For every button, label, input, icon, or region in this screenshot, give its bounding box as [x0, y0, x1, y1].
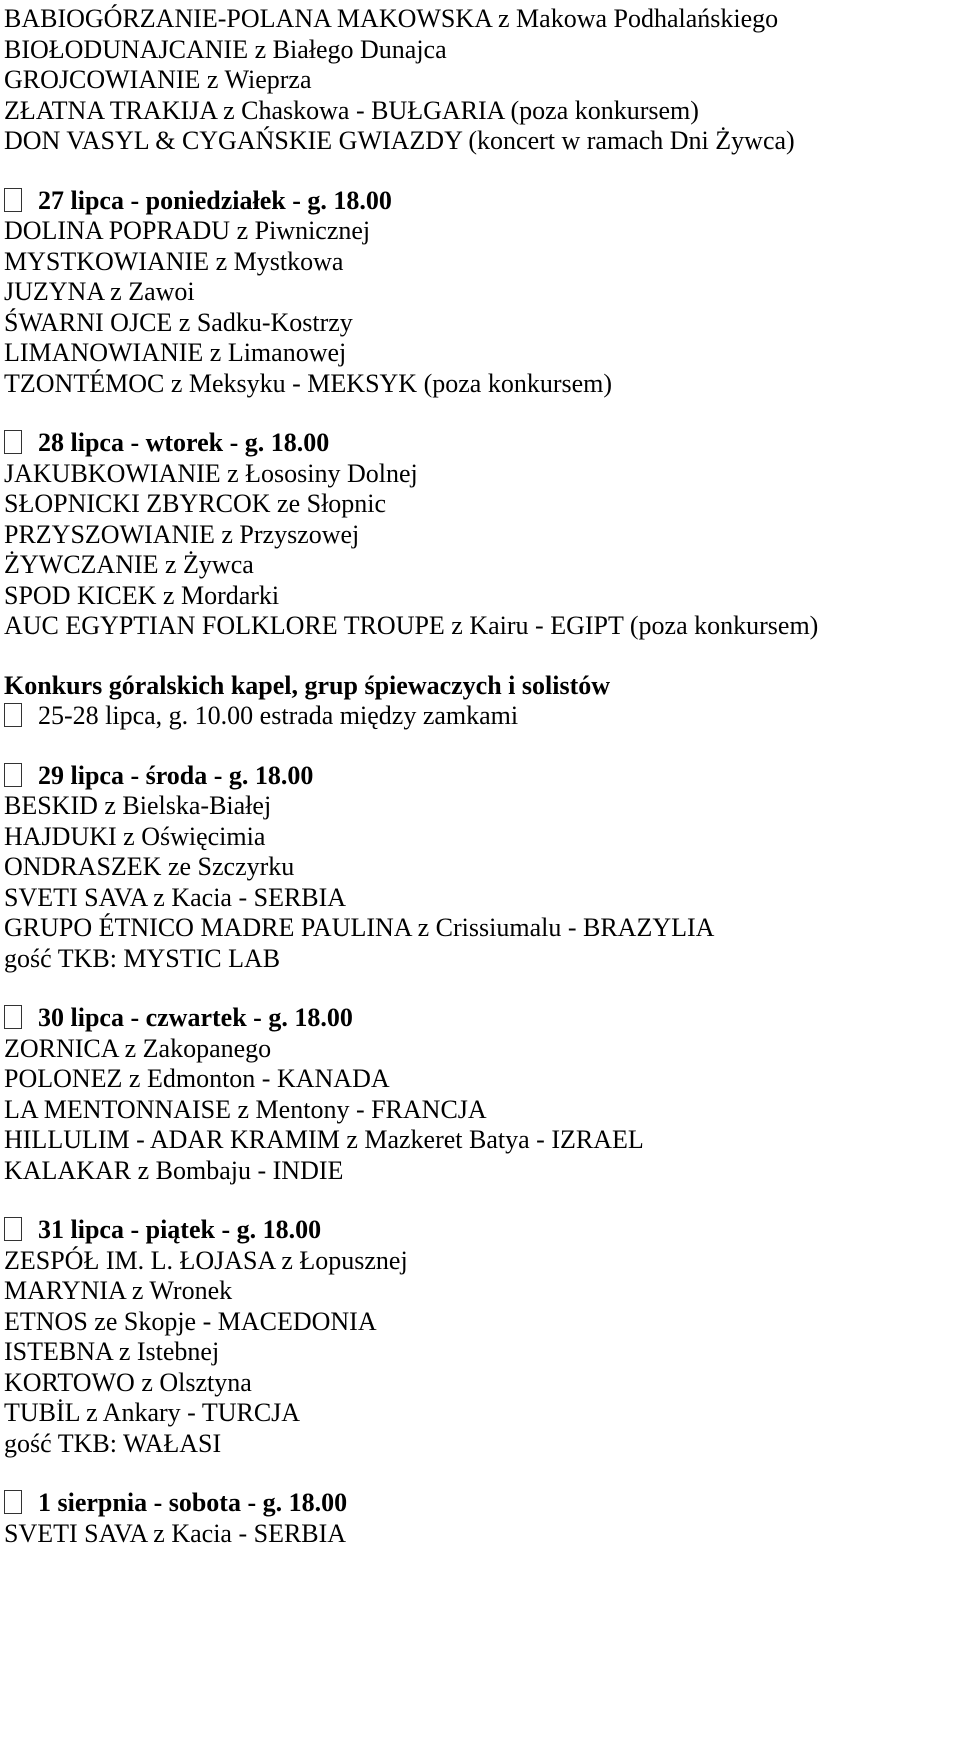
- day-heading: [4, 428, 956, 459]
- day-schedule-28-july: [4, 428, 956, 642]
- day-date-text: 27 lipca - poniedziałek - g. 18.00: [38, 185, 392, 215]
- missing-glyph-bullet-icon: [4, 763, 22, 787]
- ensemble-entry: POLONEZ z Edmonton - KANADA: [4, 1064, 390, 1093]
- missing-glyph-bullet-icon: [4, 430, 22, 454]
- missing-glyph-bullet-icon: [4, 1217, 22, 1241]
- ensemble-entry: gość TKB: MYSTIC LAB: [4, 943, 281, 973]
- ensemble-entry: DOLINA POPRADU z Piwnicznej: [4, 216, 371, 245]
- day-heading: [4, 761, 956, 792]
- missing-glyph-bullet-icon: [4, 703, 22, 727]
- ensemble-entry: LA MENTONNAISE z Mentony - FRANCJA: [4, 1094, 487, 1124]
- ensemble-entry: ONDRASZEK ze Szczyrku: [4, 852, 295, 881]
- day-schedule-31-july: [4, 1215, 956, 1459]
- day-heading: [4, 1003, 956, 1034]
- day-schedule-27-july: [4, 186, 956, 400]
- day-heading: [4, 1215, 956, 1246]
- ensemble-entry: PRZYSZOWIANIE z Przyszowej: [4, 519, 360, 549]
- day-date-text: 31 lipca - piątek - g. 18.00: [38, 1215, 322, 1244]
- ensemble-entry: gość TKB: WAŁASI: [4, 1428, 222, 1458]
- ensemble-entry: TZONTÉMOC z Meksyku - MEKSYK (poza konkursem): [4, 368, 613, 398]
- ensemble-entry: SŁOPNICKI ZBYRCOK ze Słopnic: [4, 489, 387, 518]
- ensemble-list: [4, 4, 956, 157]
- ensemble-entry: AUC EGYPTIAN FOLKLORE TROUPE z Kairu - EGIPT (poza konkursem): [4, 611, 819, 640]
- ensemble-entry: ŻYWCZANIE z Żywca: [4, 550, 254, 579]
- ensemble-entry: SVETI SAVA z Kacia - SERBIA: [4, 1518, 347, 1548]
- ensemble-entry: MARYNIA z Wronek: [4, 1276, 233, 1305]
- day-date-text: 30 lipca - czwartek - g. 18.00: [38, 1003, 353, 1032]
- ensemble-entry: HILLULIM - ADAR KRAMIM z Mazkeret Batya - IZRAEL: [4, 1125, 644, 1154]
- ensemble-entry: JAKUBKOWIANIE z Łososiny Dolnej: [4, 458, 418, 488]
- ensemble-entry: SVETI SAVA z Kacia - SERBIA: [4, 882, 347, 912]
- day-date-text: 29 lipca - środa - g. 18.00: [38, 760, 314, 790]
- missing-glyph-bullet-icon: [4, 1005, 22, 1029]
- mountain-competition: [4, 671, 956, 732]
- ensemble-entry: ETNOS ze Skopje - MACEDONIA: [4, 1306, 377, 1336]
- ensemble-entry: MYSTKOWIANIE z Mystkowa: [4, 246, 344, 276]
- ensemble-entry: HAJDUKI z Oświęcimia: [4, 821, 266, 851]
- competition-detail-text: 25-28 lipca, g. 10.00 estrada między zamkami: [38, 701, 519, 730]
- competition-heading: Konkurs góralskich kapel, grup śpiewaczych i solistów: [4, 670, 611, 700]
- missing-glyph-bullet-icon: [4, 1490, 22, 1514]
- ensemble-entry: GRUPO ÉTNICO MADRE PAULINA z Crissiumalu - BRAZYLIA: [4, 913, 715, 942]
- ensemble-entry: GROJCOWIANIE z Wieprza: [4, 65, 312, 94]
- ensemble-entry: ŚWARNI OJCE z Sadku-Kostrzy: [4, 307, 353, 337]
- competition-detail: [4, 701, 956, 732]
- day-heading: [4, 1488, 956, 1519]
- ensemble-entry: KALAKAR z Bombaju - INDIE: [4, 1155, 344, 1185]
- day-schedule-29-july: [4, 761, 956, 975]
- ensemble-entry: ZŁATNA TRAKIJA z Chaskowa - BUŁGARIA (poza konkursem): [4, 95, 699, 125]
- ensemble-entry: TUBİL z Ankary - TURCJA: [4, 1398, 301, 1427]
- day-heading: [4, 186, 956, 217]
- ensemble-entry: JUZYNA z Zawoi: [4, 277, 195, 306]
- ensemble-entry: LIMANOWIANIE z Limanowej: [4, 338, 347, 367]
- ensemble-entry: BIOŁODUNAJCANIE z Białego Dunajca: [4, 34, 447, 64]
- day-date-text: 1 sierpnia - sobota - g. 18.00: [38, 1488, 348, 1517]
- day-date-text: 28 lipca - wtorek - g. 18.00: [38, 428, 330, 457]
- ensemble-entry: KORTOWO z Olsztyna: [4, 1367, 252, 1397]
- ensemble-entry: DON VASYL & CYGAŃSKIE GWIAZDY (koncert w ramach Dni Żywca): [4, 126, 795, 155]
- ensemble-entry: BABIOGÓRZANIE-POLANA MAKOWSKA z Makowa Podhalańskiego: [4, 4, 779, 33]
- day-schedule-1-august: [4, 1488, 956, 1549]
- day-schedule-30-july: [4, 1003, 956, 1186]
- ensemble-entry: ISTEBNA z Istebnej: [4, 1337, 220, 1366]
- festival-program-page: [4, 4, 956, 1549]
- ensemble-entry: BESKID z Bielska-Białej: [4, 791, 272, 820]
- ensemble-entry: ZESPÓŁ IM. L. ŁOJASA z Łopusznej: [4, 1245, 408, 1275]
- ensemble-entry: ZORNICA z Zakopanego: [4, 1033, 272, 1063]
- ensemble-entry: SPOD KICEK z Mordarki: [4, 580, 280, 610]
- missing-glyph-bullet-icon: [4, 188, 22, 212]
